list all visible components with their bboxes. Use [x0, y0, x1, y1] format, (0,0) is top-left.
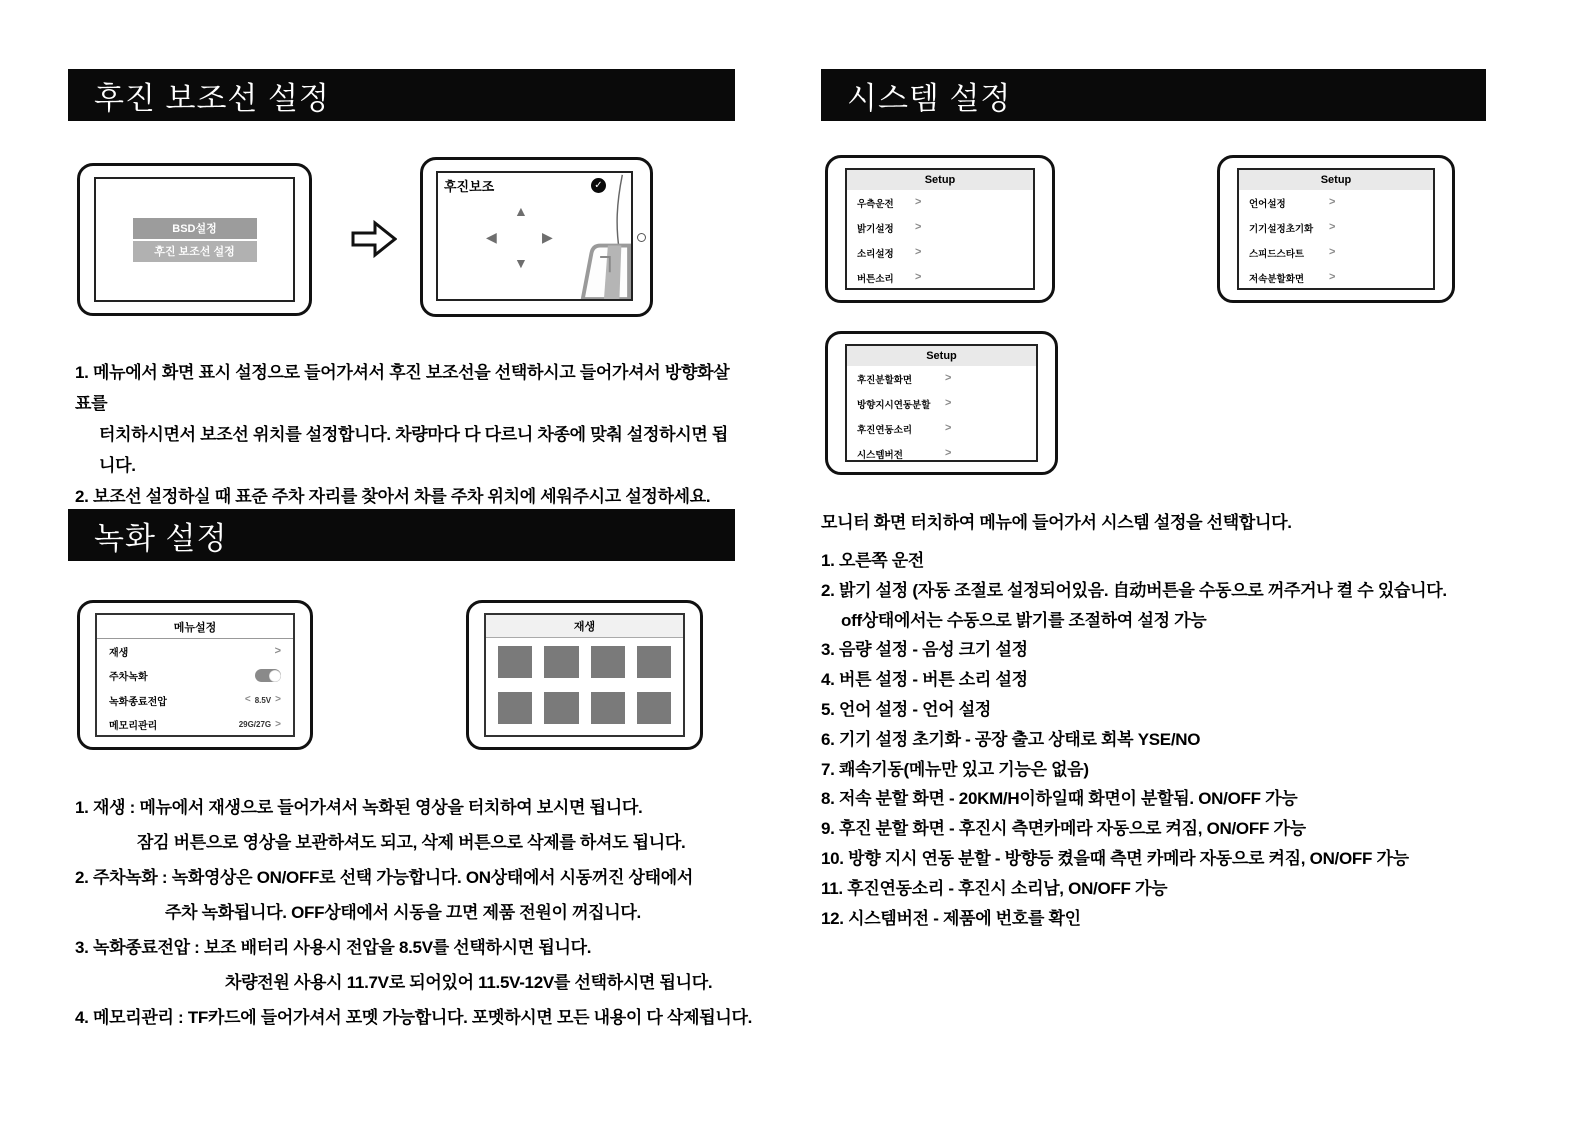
note-line: 터치하시면서 보조선 위치를 설정합니다. 차량마다 다 다르니 차종에 맞춰 설정하시면 됩니다.: [99, 425, 729, 475]
monitor-mockup-setup-1: [825, 155, 1055, 303]
chevron-right-icon: >: [915, 221, 922, 233]
menu-item-label: 메모리관리: [109, 721, 158, 733]
chevron-right-icon: >: [915, 271, 922, 283]
monitor-mockup-playback: [466, 600, 703, 750]
arrow-left-icon[interactable]: ◀: [486, 229, 497, 245]
setup-menu-item[interactable]: [1239, 215, 1433, 240]
note-line: 잠김 버튼으로 영상을 보관하셔도 되고, 삭제 버튼으로 삭제를 하셔도 됩니다.: [137, 833, 686, 852]
setup-item-label: 시스템버전: [857, 449, 903, 461]
chevron-right-icon: >: [945, 447, 952, 459]
big-arrow-right-icon: [351, 217, 397, 261]
list-item: 1. 오른쪽 운전: [821, 551, 925, 570]
setup-item-label: 저속분할화면: [1249, 273, 1305, 285]
chevron-right-icon: >: [915, 196, 922, 208]
menu-item-label: 녹화종료전압: [109, 696, 167, 708]
bsd-setting-button[interactable]: BSD설정: [133, 218, 257, 239]
arrow-up-icon[interactable]: ▲: [514, 203, 528, 219]
setup-menu-item[interactable]: [847, 265, 1033, 290]
note-line: 주차 녹화됩니다. OFF상태에서 시동을 끄면 제품 전원이 꺼집니다.: [165, 903, 641, 922]
monitor-screen: [436, 171, 633, 301]
monitor-screen: [1237, 168, 1435, 290]
system-settings-intro: 모니터 화면 터치하여 메뉴에 들어가서 시스템 설정을 선택합니다.: [821, 513, 1292, 532]
confirm-check-icon[interactable]: ✓: [591, 178, 606, 193]
note-line: 4. 메모리관리 : TF카드에 들어가셔서 포멧 가능합니다. 포멧하시면 모든 내용이 다 삭제됩니다.: [75, 1008, 752, 1027]
menu-screen-header: 메뉴설정: [97, 615, 293, 639]
video-thumbnail[interactable]: [498, 692, 532, 724]
chevron-right-icon: >: [945, 372, 952, 384]
section-title-system-settings: 시스템 설정: [821, 69, 1486, 121]
menu-item-record-cutoff-voltage[interactable]: [97, 688, 293, 713]
setup-menu-item[interactable]: [847, 215, 1033, 240]
screen-title: 후진보조: [444, 179, 495, 194]
monitor-screen: [94, 177, 295, 302]
note-line: 차량전원 사용시 11.7V로 되어있어 11.5V-12V를 선택하시면 됩니다.: [225, 973, 713, 992]
setup-item-label: 스피드스타트: [1249, 248, 1305, 260]
list-item: 4. 버튼 설정 - 버튼 소리 설정: [821, 670, 1028, 690]
video-thumbnail-grid: [486, 638, 683, 724]
setup-menu-item[interactable]: [1239, 240, 1433, 265]
list-item: 9. 후진 분할 화면 - 후진시 측면카메라 자동으로 켜짐, ON/OFF 가능: [821, 819, 1306, 839]
list-item: off상태에서는 수동으로 밝기를 조절하여 설정 가능: [841, 610, 1207, 630]
chevron-right-icon: >: [1329, 196, 1336, 208]
note-line: 2. 보조선 설정하실 때 표준 주차 자리를 찾아서 차를 주차 위치에 세워주시고 설정하세요.: [75, 487, 711, 506]
setup-item-label: 밝기설정: [857, 223, 894, 235]
list-item: 8. 저속 분할 화면 - 20KM/H이하일때 화면이 분할됨. ON/OFF 가능: [821, 789, 1298, 809]
list-item: 6. 기기 설정 초기화 - 공장 출고 상태로 회복 YSE/NO: [821, 729, 1201, 749]
video-thumbnail[interactable]: [544, 692, 578, 724]
setup-item-label: 후진연동소리: [857, 424, 913, 436]
setup-menu-item[interactable]: [847, 441, 1036, 462]
list-item: 3. 음량 설정 - 음성 크기 설정: [821, 640, 1028, 660]
toggle-on[interactable]: [255, 669, 281, 682]
setup-menu-item[interactable]: [847, 190, 1033, 215]
video-thumbnail[interactable]: [637, 692, 671, 724]
monitor-mockup-setup-2: [1217, 155, 1455, 303]
list-item: 7. 쾌속기동(메뉴만 있고 기능은 없음): [821, 759, 1089, 779]
menu-button-stack: [133, 218, 257, 262]
monitor-screen: [845, 344, 1038, 462]
arrow-down-icon[interactable]: ▼: [514, 255, 528, 271]
list-item: 5. 언어 설정 - 언어 설정: [821, 699, 992, 719]
monitor-mockup-bsd-menu: [77, 163, 312, 316]
menu-item-playback[interactable]: [97, 639, 293, 664]
setup-menu-item[interactable]: [847, 391, 1036, 416]
note-line: 3. 녹화종료전압 : 보조 배터리 사용시 전압을 8.5V를 선택하시면 됩니다.: [75, 938, 592, 957]
note-line: 1. 메뉴에서 화면 표시 설정으로 들어가셔서 후진 보조선을 선택하시고 들어가셔서 방향화살표를: [75, 363, 730, 413]
list-item: 2. 밝기 설정 (자동 조절로 설정되어있음. 自动버튼을 수동으로 꺼주거나 켤 수 있습니다.: [821, 580, 1447, 600]
monitor-mockup-record-menu: [77, 600, 313, 750]
bezel-button: [637, 233, 646, 242]
video-thumbnail[interactable]: [591, 646, 625, 678]
setup-menu-item[interactable]: [847, 240, 1033, 265]
note-line: 1. 재생 : 메뉴에서 재생으로 들어가셔서 녹화된 영상을 터치하여 보시면 됩니다.: [75, 798, 643, 817]
monitor-screen: [484, 613, 685, 737]
chevron-right-icon: >: [275, 718, 281, 730]
setup-header: Setup: [847, 170, 1033, 190]
note-line: 2. 주차녹화 : 녹화영상은 ON/OFF로 선택 가능합니다. ON상태에서 시동꺼진 상태에서: [75, 868, 694, 887]
chevron-left-icon[interactable]: <: [244, 694, 251, 706]
chevron-right-icon: >: [1329, 221, 1336, 233]
setup-menu-item[interactable]: [1239, 265, 1433, 290]
video-thumbnail[interactable]: [591, 692, 625, 724]
setup-menu-item[interactable]: [1239, 190, 1433, 215]
chevron-right-icon: >: [1329, 246, 1336, 258]
toggle-knob: [269, 670, 281, 682]
list-item: 10. 방향 지시 연동 분할 - 방향등 켰을때 측면 카메라 자동으로 켜짐, ON/OFF 가능: [821, 848, 1409, 868]
chevron-right-icon: >: [945, 397, 952, 409]
chevron-right-icon: >: [1329, 271, 1336, 283]
menu-item-label: 재생: [109, 647, 129, 659]
setup-item-label: 버튼소리: [857, 273, 894, 285]
memory-usage-value: 29G/27G: [238, 720, 272, 730]
playback-screen-header: 재생: [486, 615, 683, 638]
list-item: 12. 시스템버전 - 제품에 번호를 확인: [821, 908, 1081, 928]
video-thumbnail[interactable]: [544, 646, 578, 678]
chevron-right-icon: >: [945, 422, 952, 434]
monitor-screen: [845, 168, 1035, 290]
setup-menu-item[interactable]: [847, 366, 1036, 391]
menu-item-parking-record[interactable]: [97, 664, 293, 689]
section-title-recording: 녹화 설정: [68, 509, 735, 561]
reverse-guideline-notes: [75, 357, 740, 512]
setup-item-label: 방향지시연동분할: [857, 399, 931, 411]
setup-item-label: 기기설정초기화: [1249, 223, 1314, 235]
setup-item-label: 언어설정: [1249, 198, 1286, 210]
system-settings-list: [821, 546, 1531, 933]
monitor-screen: [95, 613, 295, 737]
video-thumbnail[interactable]: [637, 646, 671, 678]
chevron-right-icon: >: [915, 246, 922, 258]
monitor-mockup-setup-3: [825, 331, 1058, 475]
list-item: 11. 후진연동소리 - 후진시 소리남, ON/OFF 가능: [821, 878, 1168, 898]
setup-item-label: 후진분할화면: [857, 374, 913, 386]
setup-header: Setup: [847, 346, 1036, 366]
chevron-right-icon: >: [274, 644, 281, 657]
setup-item-label: 소리설정: [857, 248, 894, 260]
setup-item-label: 우측운전: [857, 198, 894, 210]
video-thumbnail[interactable]: [498, 646, 532, 678]
voltage-value: 8.5V: [254, 695, 272, 705]
menu-item-memory-management[interactable]: [97, 713, 293, 738]
recording-notes: [75, 790, 755, 1035]
menu-item-label: 주차녹화: [109, 672, 148, 684]
setup-header: Setup: [1239, 170, 1433, 190]
monitor-mockup-guideline-adjust: [420, 157, 653, 317]
arrow-right-icon[interactable]: ▶: [542, 229, 553, 245]
chevron-right-icon[interactable]: >: [275, 694, 281, 706]
reverse-guideline-setting-button[interactable]: 후진 보조선 설정: [133, 241, 257, 262]
setup-menu-item[interactable]: [847, 416, 1036, 441]
section-title-reverse-guideline: 후진 보조선 설정: [68, 69, 735, 121]
